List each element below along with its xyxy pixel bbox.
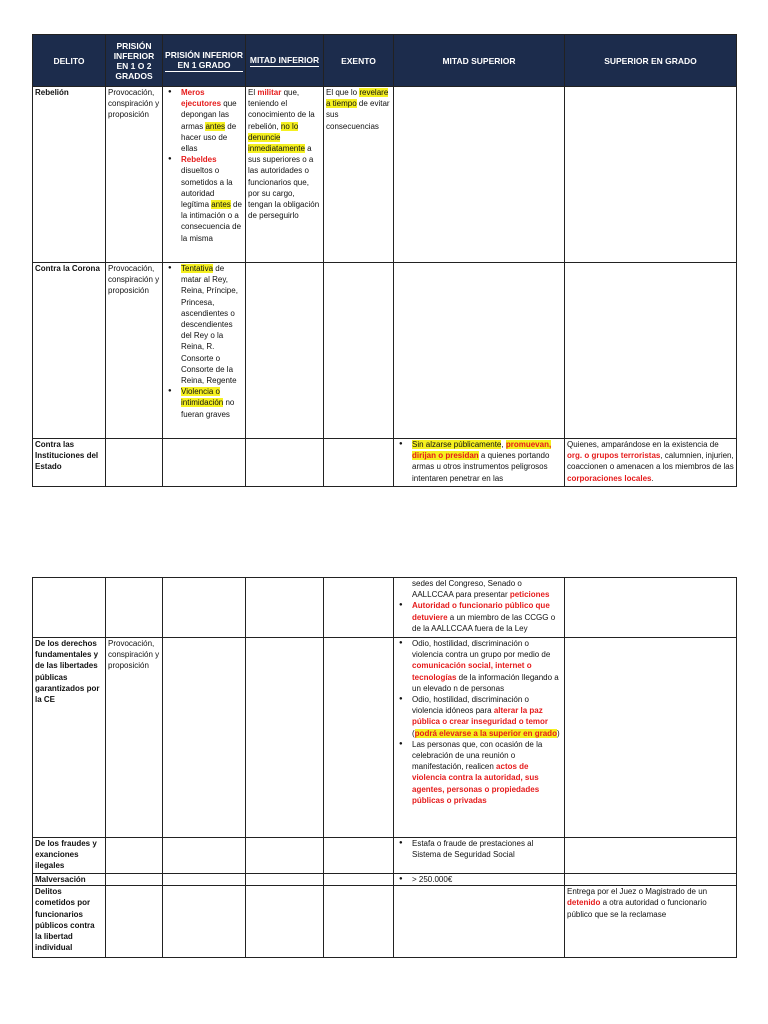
- cell-exento: [324, 439, 394, 487]
- cell-delito: [33, 578, 106, 638]
- cell-delito: De los derechos fundamentales y de las libertades públicas garantizados por la CE: [33, 638, 106, 838]
- cell-mitad-superior: [394, 87, 565, 263]
- cell-superior-grado: [565, 263, 737, 439]
- cell-exento: [324, 578, 394, 638]
- cell-superior-grado: Quienes, amparándose en la existencia de org. o grupos terroristas, calumnien, injurien, coaccionen o amenacen a los miembros de las corporaciones locales.: [565, 439, 737, 487]
- cell-mitad-superior: [394, 838, 565, 874]
- cell-superior-grado: [565, 638, 737, 838]
- cell-superior-grado: [565, 838, 737, 874]
- cell-prision-inferior-1: [163, 886, 246, 958]
- header-exento: EXENTO: [324, 35, 394, 87]
- cell-mitad-inferior: [246, 263, 324, 439]
- cell-prision-inferior-1-2: [106, 439, 163, 487]
- list-item: ● Sin alzarse públicamente, promuevan, dirijan o presidan a quienes portando armas u otros instrumentos peligrosos intentaren penetrar en las: [412, 439, 562, 484]
- cell-prision-inferior-1: [163, 263, 246, 439]
- cell-delito: Malversación: [33, 874, 106, 886]
- list-item: ● Meros ejecutores que depongan las armas antes de hacer uso de ellas: [181, 87, 243, 154]
- header-mitad-superior: MITAD SUPERIOR: [394, 35, 565, 87]
- list-item: ● Autoridad o funcionario público que detuviere a un miembro de las CCGG o de la AALLCCAA fuera de la Ley: [412, 600, 562, 634]
- cell-exento: [324, 838, 394, 874]
- cell-mitad-superior: [394, 439, 565, 487]
- cell-superior-grado: Entrega por el Juez o Magistrado de un detenido a otra autoridad o funcionario público que se la reclamase: [565, 886, 737, 958]
- cell-superior-grado: [565, 874, 737, 886]
- cell-mitad-inferior: [246, 886, 324, 958]
- cell-prision-inferior-1: [163, 838, 246, 874]
- table-row: [33, 838, 737, 874]
- header-mitad-inferior: MITAD INFERIOR: [246, 35, 324, 87]
- cell-prision-inferior-1: [163, 638, 246, 838]
- cell-prision-inferior-1-2: Provocación, conspiración y proposición: [106, 263, 163, 439]
- header-prision-inferior-1-2: PRISIÓN INFERIOR EN 1 O 2 GRADOS: [106, 35, 163, 87]
- penalty-table-part-1: [32, 34, 737, 487]
- cell-mitad-superior: [394, 874, 565, 886]
- cell-prision-inferior-1: [163, 578, 246, 638]
- cell-prision-inferior-1-2: Provocación, conspiración y proposición: [106, 638, 163, 838]
- list-item: ● Violencia o intimidación no fueran graves: [181, 386, 243, 420]
- cell-superior-grado: [565, 87, 737, 263]
- cell-delito: Contra las Instituciones del Estado: [33, 439, 106, 487]
- cell-mitad-inferior: [246, 439, 324, 487]
- table-row: [33, 886, 737, 958]
- cell-delito: De los fraudes y exanciones ilegales: [33, 838, 106, 874]
- cell-mitad-superior: [394, 263, 565, 439]
- cell-delito: Contra la Corona: [33, 263, 106, 439]
- header-superior-grado: SUPERIOR EN GRADO: [565, 35, 737, 87]
- header-prision-inferior-1: PRISIÓN INFERIOR EN 1 GRADO: [163, 35, 246, 87]
- cell-prision-inferior-1-2: [106, 578, 163, 638]
- cell-mitad-superior: [394, 578, 565, 638]
- penalty-table-part-2: [32, 577, 737, 958]
- table-row: [33, 87, 737, 263]
- cell-exento: [324, 638, 394, 838]
- list-item: ● Estafa o fraude de prestaciones al Sistema de Seguridad Social: [412, 838, 562, 860]
- list-item: ● Odio, hostilidad, discriminación o violencia idóneos para alterar la paz pública o crear inseguridad o temor (podrá elevarse a la superior en grado): [412, 694, 562, 739]
- cell-delito: Rebelión: [33, 87, 106, 263]
- table-row: [33, 638, 737, 838]
- cell-exento: [324, 886, 394, 958]
- continued-text: sedes del Congreso, Senado o AALLCCAA para presentar peticiones: [412, 579, 550, 600]
- cell-mitad-inferior: [246, 578, 324, 638]
- cell-exento: [324, 263, 394, 439]
- cell-mitad-inferior: [246, 838, 324, 874]
- cell-mitad-inferior: [246, 874, 324, 886]
- cell-prision-inferior-1: [163, 439, 246, 487]
- list-item: ● Tentativa de matar al Rey, Reina, Príncipe, Princesa, ascendientes o descendientes del Rey o la Reina, R. Consorte o Consorte de la Reina, Regente: [181, 263, 243, 386]
- table-row: [33, 874, 737, 886]
- table-row: [33, 439, 737, 487]
- cell-mitad-inferior: El militar que, teniendo el conocimiento de la rebelión, no lo denuncie inmediatamente a sus superiores o a las autoridades o funcionarios que, por su cargo, tengan la obligación de perseguirlo: [246, 87, 324, 263]
- list-item: ● > 250.000€: [412, 874, 562, 885]
- cell-prision-inferior-1: [163, 874, 246, 886]
- cell-prision-inferior-1-2: [106, 838, 163, 874]
- cell-exento: El que lo revelare a tiempo de evitar sus consecuencias: [324, 87, 394, 263]
- cell-mitad-inferior: [246, 638, 324, 838]
- table-row: [33, 263, 737, 439]
- cell-prision-inferior-1-2: Provocación, conspiración y proposición: [106, 87, 163, 263]
- header-row: [33, 35, 737, 87]
- cell-superior-grado: [565, 578, 737, 638]
- cell-exento: [324, 874, 394, 886]
- list-item: ● Rebeldes disueltos o sometidos a la autoridad legítima antes de la intimación o a consecuencia de la misma: [181, 154, 243, 244]
- header-delito: DELITO: [33, 35, 106, 87]
- list-item: ● Las personas que, con ocasión de la celebración de una reunión o manifestación, realicen actos de violencia contra la autoridad, sus agentes, personas o propiedades públicas o privadas: [412, 739, 562, 806]
- list-item: ● Odio, hostilidad, discriminación o violencia contra un grupo por medio de comunicación social, internet o tecnologías de la información llegando a un elevado n de personas: [412, 638, 562, 694]
- cell-mitad-superior: [394, 638, 565, 838]
- cell-prision-inferior-1-2: [106, 874, 163, 886]
- cell-mitad-superior: [394, 886, 565, 958]
- cell-prision-inferior-1: [163, 87, 246, 263]
- cell-delito: Delitos cometidos por funcionarios públicos contra la libertad individual: [33, 886, 106, 958]
- cell-prision-inferior-1-2: [106, 886, 163, 958]
- table-row: [33, 578, 737, 638]
